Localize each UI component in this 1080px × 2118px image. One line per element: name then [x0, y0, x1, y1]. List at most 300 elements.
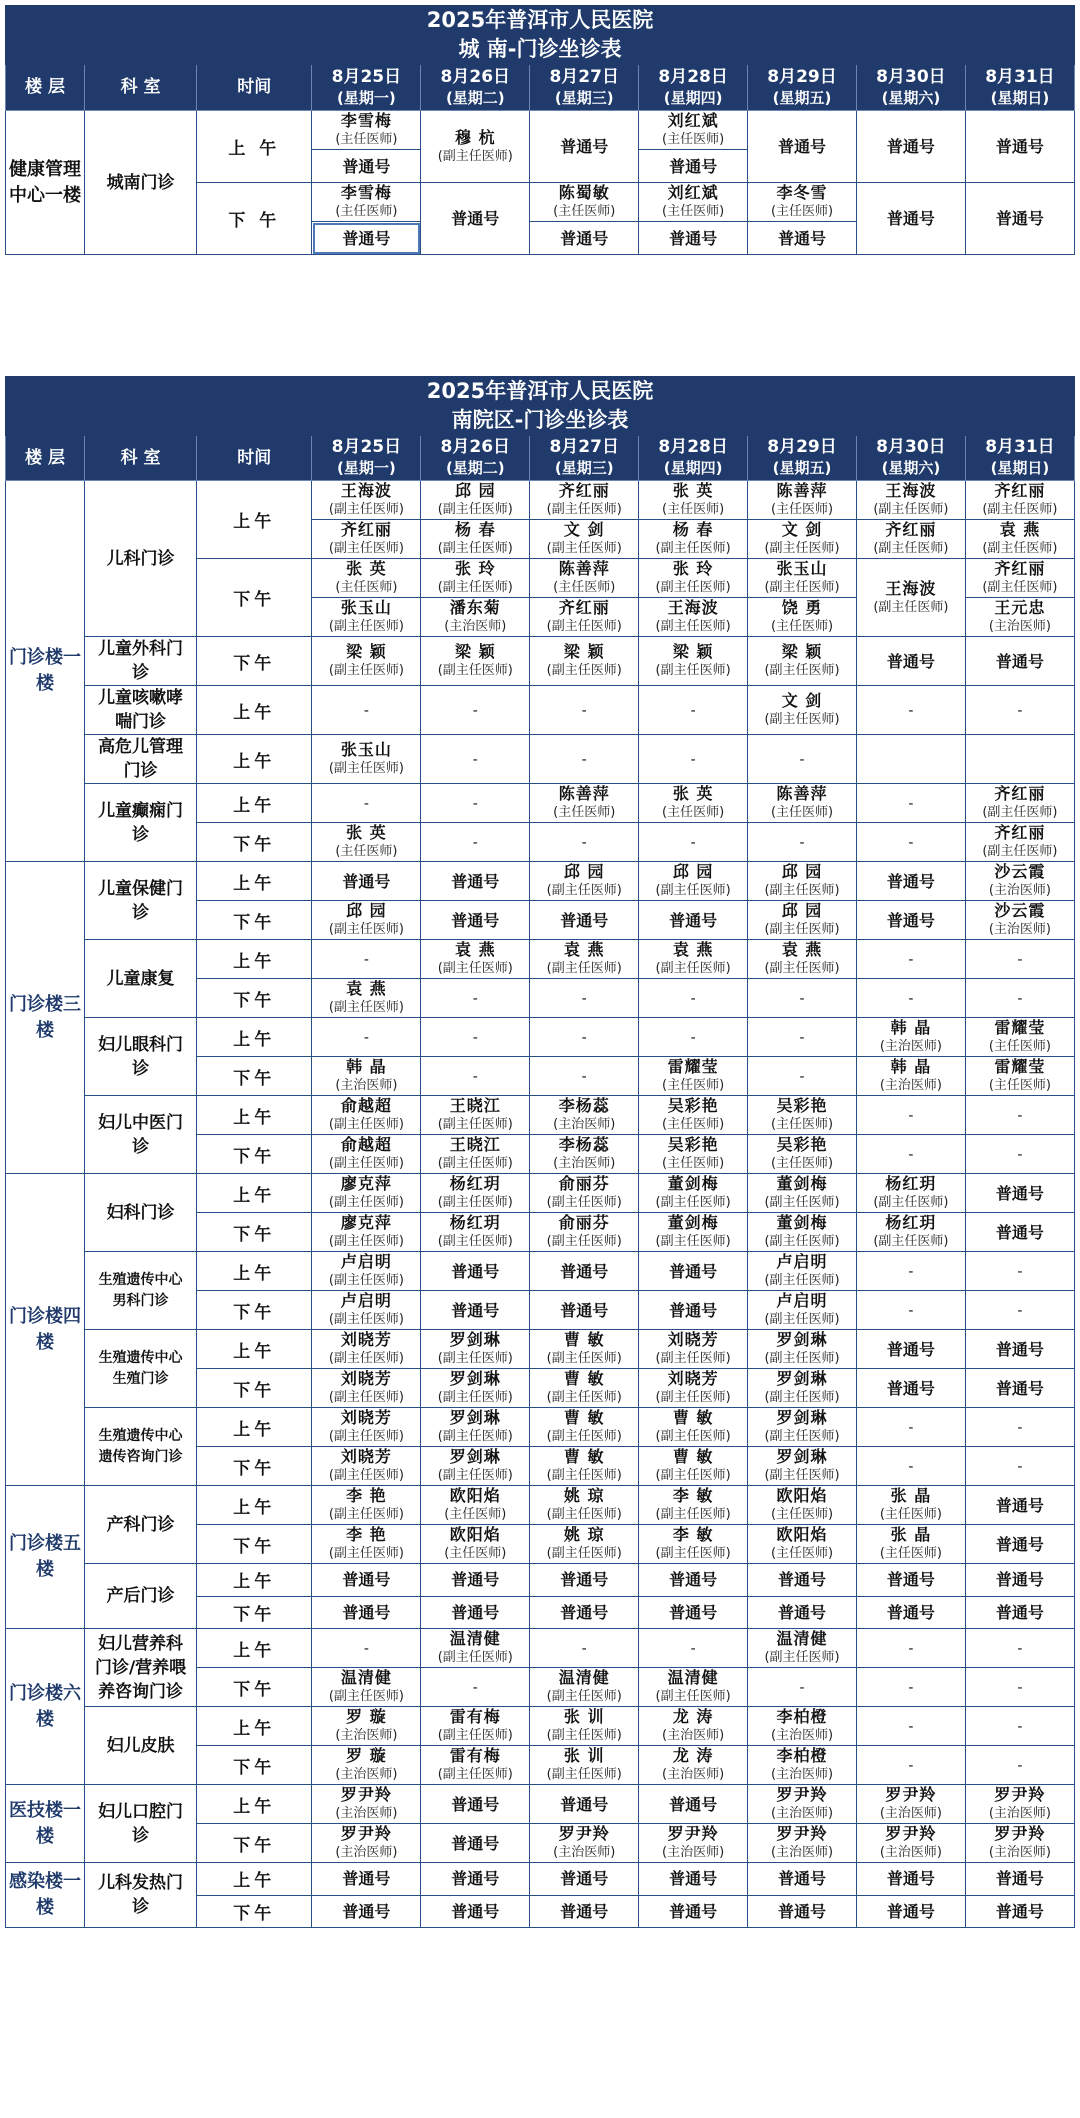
general-registration: 普通号 — [886, 1570, 935, 1590]
department-name: 儿科发热门诊 — [85, 1863, 197, 1928]
doctor-title: (副主任医师) — [546, 1546, 622, 1561]
empty-slot: - — [472, 751, 478, 768]
schedule-cell — [530, 1018, 639, 1057]
empty-slot: - — [1017, 990, 1023, 1007]
doctor-title: (主治医师) — [553, 1117, 616, 1132]
schedule-cell — [748, 1824, 857, 1863]
empty-slot: - — [1017, 1419, 1023, 1436]
doctor-name: 卢启明 — [340, 1291, 392, 1310]
schedule-cell — [530, 862, 639, 901]
general-registration: 普通号 — [778, 228, 827, 248]
schedule-cell — [312, 150, 421, 183]
general-registration: 普通号 — [342, 1570, 391, 1590]
schedule-cell — [639, 183, 748, 222]
doctor-name: 杨红玥 — [885, 1174, 937, 1193]
department-name: 生殖遗传中心生殖门诊 — [85, 1330, 197, 1408]
doctor-title: (副主任医师) — [437, 148, 513, 164]
schedule-cell — [965, 1629, 1074, 1668]
general-registration: 普通号 — [451, 871, 500, 891]
doctor-name: 陈善萍 — [558, 784, 610, 803]
schedule-cell — [421, 1447, 530, 1486]
doctor-title: (主任医师) — [662, 132, 725, 147]
empty-slot: - — [1017, 1263, 1023, 1280]
general-registration: 普通号 — [886, 1378, 935, 1398]
schedule-cell — [965, 1291, 1074, 1330]
doctor-name: 罗剑琳 — [776, 1330, 828, 1349]
general-registration: 普通号 — [995, 1495, 1044, 1515]
weekday-label: (星期五) — [772, 459, 832, 477]
doctor-title: (副主任医师) — [328, 1156, 404, 1171]
schedule-cell — [639, 637, 748, 686]
doctor-name: 曹 敏 — [563, 1330, 605, 1349]
doctor-title: (副主任医师) — [764, 580, 840, 595]
doctor-title: (副主任医师) — [982, 844, 1058, 859]
doctor-title: (副主任医师) — [764, 1650, 840, 1665]
schedule-cell — [421, 1096, 530, 1135]
doctor-title: (主任医师) — [335, 132, 398, 147]
schedule-cell — [856, 559, 965, 637]
schedule-cell — [530, 1213, 639, 1252]
doctor-name: 李 艳 — [346, 1525, 387, 1544]
empty-slot: - — [1017, 951, 1023, 968]
doctor-name: 俞越超 — [340, 1096, 392, 1115]
department-name: 儿科门诊 — [85, 481, 197, 637]
weekday-label: (星期一) — [337, 459, 396, 477]
doctor-name: 李柏橙 — [776, 1707, 828, 1726]
schedule-row — [6, 1252, 1075, 1291]
schedule-cell — [965, 1824, 1074, 1863]
schedule-table — [5, 5, 1075, 255]
schedule-cell — [965, 1213, 1074, 1252]
doctor-name: 罗剑琳 — [449, 1369, 501, 1388]
general-registration: 普通号 — [995, 137, 1044, 156]
doctor-title: (副主任医师) — [764, 663, 840, 678]
schedule-cell — [421, 735, 530, 784]
doctor-title: (副主任医师) — [328, 502, 404, 517]
doctor-name: 吴彩艳 — [667, 1135, 719, 1154]
schedule-cell — [530, 1096, 639, 1135]
department-name: 儿童保健门诊 — [85, 862, 197, 940]
schedule-cell — [639, 1746, 748, 1785]
general-registration: 普通号 — [669, 910, 718, 930]
doctor-name: 李冬雪 — [776, 183, 828, 202]
schedule-cell — [530, 222, 639, 255]
schedule-cell — [312, 1447, 421, 1486]
doctor-name: 齐红丽 — [994, 481, 1046, 500]
schedule-cell — [639, 1096, 748, 1135]
session-label: 上午 — [197, 735, 312, 784]
doctor-title: (副主任医师) — [328, 1390, 404, 1405]
schedule-cell — [748, 862, 857, 901]
schedule-cell — [312, 1252, 421, 1291]
empty-slot: - — [581, 990, 587, 1007]
doctor-title: (副主任医师) — [437, 1650, 513, 1665]
schedule-cell — [421, 183, 530, 255]
schedule-cell — [748, 735, 857, 784]
date-label: 8月31日 — [985, 66, 1055, 87]
doctor-title: (副主任医师) — [546, 1767, 622, 1782]
general-registration: 普通号 — [886, 1339, 935, 1359]
doctor-name: 梁 颖 — [455, 642, 496, 661]
floor-label: 门诊楼五楼 — [6, 1486, 85, 1629]
schedule-cell — [421, 637, 530, 686]
doctor-title: (副主任医师) — [873, 1195, 949, 1210]
schedule-cell — [530, 979, 639, 1018]
doctor-name: 罗剑琳 — [776, 1369, 828, 1388]
schedule-cell — [639, 1447, 748, 1486]
doctor-title: (主任医师) — [988, 1039, 1052, 1054]
session-label: 上午 — [197, 1486, 312, 1525]
doctor-title: (副主任医师) — [764, 712, 840, 727]
schedule-cell — [421, 686, 530, 735]
doctor-name: 文 剑 — [781, 691, 823, 710]
schedule-cell — [748, 1213, 857, 1252]
doctor-name: 刘晓芳 — [340, 1369, 392, 1388]
schedule-cell — [312, 686, 421, 735]
doctor-title: (副主任医师) — [764, 883, 840, 898]
general-registration: 普通号 — [342, 156, 391, 176]
schedule-cell — [856, 1408, 965, 1447]
general-registration: 普通号 — [778, 1901, 827, 1921]
session-label: 下 午 — [197, 183, 312, 255]
schedule-cell — [856, 1135, 965, 1174]
schedule-cell — [856, 1525, 965, 1564]
doctor-name: 雷有梅 — [449, 1746, 501, 1765]
schedule-cell — [530, 1291, 639, 1330]
doctor-title: (主治医师) — [770, 1767, 834, 1782]
floor-label: 门诊楼六楼 — [6, 1629, 85, 1785]
schedule-cell — [530, 1174, 639, 1213]
schedule-cell — [530, 1824, 639, 1863]
schedule-cell — [421, 1057, 530, 1096]
doctor-title: (副主任医师) — [546, 1689, 622, 1704]
schedule-cell — [639, 1707, 748, 1746]
doctor-name: 董剑梅 — [667, 1174, 719, 1193]
schedule-row — [6, 862, 1075, 901]
schedule-cell — [312, 940, 421, 979]
doctor-title: (副主任医师) — [437, 1117, 513, 1132]
doctor-name: 罗 璇 — [346, 1746, 387, 1765]
doctor-title: (主治医师) — [988, 1806, 1052, 1821]
department-name: 妇儿皮肤 — [85, 1707, 197, 1785]
schedule-cell — [530, 1707, 639, 1746]
department-name: 城南门诊 — [85, 111, 197, 255]
department-name: 产后门诊 — [85, 1564, 197, 1629]
hospital-name: 2025年普洱市人民医院 — [426, 379, 654, 403]
empty-slot: - — [908, 951, 914, 968]
doctor-name: 刘晓芳 — [340, 1330, 392, 1349]
schedule-cell — [312, 979, 421, 1018]
doctor-name: 欧阳焰 — [776, 1525, 828, 1544]
schedule-cell — [421, 1525, 530, 1564]
date-header — [965, 65, 1074, 111]
doctor-name: 雷耀莹 — [994, 1057, 1046, 1076]
schedule-cell — [639, 1785, 748, 1824]
doctor-name: 温清健 — [667, 1668, 719, 1687]
schedule-cell — [748, 1596, 857, 1629]
date-header — [639, 436, 748, 481]
session-label: 下午 — [197, 1213, 312, 1252]
schedule-cell — [312, 1330, 421, 1369]
session-label: 上午 — [197, 784, 312, 823]
schedule-cell — [639, 1486, 748, 1525]
general-registration: 普通号 — [995, 1570, 1044, 1590]
schedule-cell — [748, 901, 857, 940]
schedule-cell — [530, 686, 639, 735]
general-registration: 普通号 — [995, 1183, 1044, 1203]
schedule-row — [6, 1629, 1075, 1668]
doctor-title: (副主任医师) — [437, 1351, 513, 1366]
schedule-cell — [748, 598, 857, 637]
doctor-title: (副主任医师) — [546, 883, 622, 898]
doctor-name: 张 训 — [563, 1707, 605, 1726]
schedule-cell — [312, 637, 421, 686]
weekday-label: (星期六) — [881, 88, 941, 107]
table-title — [6, 377, 1075, 436]
empty-slot: - — [581, 834, 587, 851]
empty-slot: - — [1017, 702, 1023, 719]
session-label: 下午 — [197, 979, 312, 1018]
empty-slot: - — [472, 1068, 478, 1085]
general-registration: 普通号 — [995, 1534, 1044, 1554]
doctor-name: 李雪梅 — [340, 183, 392, 202]
doctor-title: (主任医师) — [662, 1117, 725, 1132]
doctor-title: (主治医师) — [988, 922, 1052, 937]
doctor-name: 姚 琼 — [563, 1525, 605, 1544]
schedule-row — [6, 686, 1075, 735]
schedule-cell — [965, 1863, 1074, 1896]
doctor-name: 刘晓芳 — [667, 1369, 719, 1388]
doctor-name: 罗尹羚 — [776, 1785, 828, 1804]
doctor-name: 文 剑 — [781, 520, 823, 539]
schedule-cell — [421, 1408, 530, 1447]
doctor-title: (副主任医师) — [437, 502, 513, 517]
doctor-title: (主治医师) — [879, 1845, 942, 1860]
department-name: 妇儿营养科门诊/营养喂养咨询门诊 — [85, 1629, 197, 1707]
doctor-title: (副主任医师) — [437, 1195, 513, 1210]
schedule-cell — [748, 1668, 857, 1707]
schedule-cell — [639, 598, 748, 637]
schedule-cell — [530, 1785, 639, 1824]
weekday-label: (星期三) — [554, 459, 614, 477]
schedule-cell — [530, 1486, 639, 1525]
schedule-cell — [856, 979, 965, 1018]
schedule-cell — [530, 520, 639, 559]
doctor-name: 罗尹羚 — [667, 1824, 719, 1843]
schedule-cell — [748, 979, 857, 1018]
schedule-cell — [639, 222, 748, 255]
general-registration: 普通号 — [342, 1901, 391, 1921]
general-registration: 普通号 — [560, 1261, 609, 1281]
schedule-cell — [312, 1863, 421, 1896]
date-label: 8月30日 — [876, 66, 946, 87]
doctor-title: (主任医师) — [662, 1078, 725, 1093]
general-registration: 普通号 — [995, 651, 1044, 671]
schedule-cell — [530, 1863, 639, 1896]
general-registration: 普通号 — [560, 228, 609, 248]
dept-header: 科 室 — [85, 436, 197, 481]
table-title-row — [6, 6, 1075, 65]
doctor-title: (副主任医师) — [546, 1468, 622, 1483]
doctor-name: 欧阳焰 — [449, 1486, 501, 1505]
session-label: 上午 — [197, 862, 312, 901]
schedule-cell — [312, 823, 421, 862]
schedule-cell — [748, 520, 857, 559]
doctor-name: 李柏橙 — [776, 1746, 828, 1765]
session-label: 下午 — [197, 1135, 312, 1174]
schedule-cell — [965, 686, 1074, 735]
general-registration: 普通号 — [560, 1869, 609, 1889]
floor-label: 门诊楼一楼 — [6, 481, 85, 862]
schedule-row — [6, 735, 1075, 784]
schedule-cell — [748, 1863, 857, 1896]
schedule-cell — [856, 1895, 965, 1928]
doctor-title: (副主任医师) — [764, 1351, 840, 1366]
general-registration: 普通号 — [669, 1869, 718, 1889]
doctor-name: 张 晶 — [890, 1486, 932, 1505]
floor-header: 楼 层 — [6, 436, 85, 481]
empty-slot: - — [363, 1640, 369, 1657]
doctor-title: (副主任医师) — [437, 541, 513, 556]
schedule-cell — [965, 1447, 1074, 1486]
doctor-title: (主治医师) — [335, 1845, 398, 1860]
schedule-name: 城 南-门诊坐诊表 — [458, 37, 622, 61]
empty-slot: - — [1017, 1757, 1023, 1774]
schedule-cell — [965, 823, 1074, 862]
doctor-title: (副主任医师) — [437, 1234, 513, 1249]
doctor-name: 温清健 — [449, 1629, 501, 1648]
schedule-cell — [312, 784, 421, 823]
schedule-cell — [748, 1564, 857, 1597]
schedule-cell — [856, 1596, 965, 1629]
schedule-row — [6, 1863, 1075, 1896]
doctor-title: (副主任医师) — [328, 1117, 404, 1132]
doctor-title: (副主任医师) — [764, 922, 840, 937]
schedule-cell — [421, 1486, 530, 1525]
session-label: 下午 — [197, 901, 312, 940]
date-header — [421, 65, 530, 111]
general-registration: 普通号 — [451, 1833, 500, 1853]
doctor-name: 袁 燕 — [999, 520, 1041, 539]
schedule-cell — [965, 1330, 1074, 1369]
general-registration: 普通号 — [995, 1901, 1044, 1921]
doctor-name: 张 晶 — [890, 1525, 932, 1544]
doctor-name: 张 玲 — [672, 559, 714, 578]
schedule-cell — [312, 1629, 421, 1668]
empty-slot: - — [363, 1029, 369, 1046]
general-registration: 普通号 — [451, 1300, 500, 1320]
doctor-title: (副主任医师) — [546, 1390, 622, 1405]
schedule-cell — [965, 598, 1074, 637]
doctor-name: 姚 琼 — [563, 1486, 605, 1505]
schedule-cell — [856, 1174, 965, 1213]
schedule-cell — [965, 1895, 1074, 1928]
schedule-cell — [856, 940, 965, 979]
doctor-title: (主任医师) — [770, 204, 834, 219]
schedule-cell — [856, 1096, 965, 1135]
schedule-cell — [856, 111, 965, 183]
general-registration: 普通号 — [451, 209, 500, 228]
session-label: 上午 — [197, 1018, 312, 1057]
schedule-cell — [421, 1252, 530, 1291]
schedule-cell — [530, 823, 639, 862]
doctor-title: (副主任医师) — [655, 1468, 731, 1483]
schedule-cell — [856, 1291, 965, 1330]
doctor-name: 俞越超 — [340, 1135, 392, 1154]
schedule-cell — [639, 784, 748, 823]
empty-slot: - — [581, 1640, 587, 1657]
general-registration: 普通号 — [342, 871, 391, 891]
weekday-label: (星期一) — [337, 88, 396, 107]
schedule-cell — [639, 559, 748, 598]
date-label: 8月25日 — [331, 437, 402, 457]
doctor-name: 罗尹羚 — [994, 1824, 1046, 1843]
doctor-title: (副主任医师) — [328, 1429, 404, 1444]
schedule-cell — [421, 979, 530, 1018]
general-registration: 普通号 — [886, 651, 935, 671]
doctor-title: (主任医师) — [662, 502, 725, 517]
schedule-cell — [856, 1018, 965, 1057]
session-label: 下午 — [197, 1668, 312, 1707]
schedule-cell — [312, 598, 421, 637]
schedule-cell — [748, 1330, 857, 1369]
doctor-name: 王晓江 — [449, 1096, 501, 1115]
session-label: 上午 — [197, 1564, 312, 1597]
doctor-title: (副主任医师) — [655, 1390, 731, 1405]
date-header — [530, 65, 639, 111]
doctor-name: 王海波 — [885, 481, 937, 500]
doctor-name: 曹 敏 — [672, 1447, 714, 1466]
session-label: 上午 — [197, 1174, 312, 1213]
time-header: 时间 — [197, 65, 312, 111]
doctor-title: (主治医师) — [879, 1039, 942, 1054]
schedule-cell — [965, 1018, 1074, 1057]
doctor-title: (副主任医师) — [764, 1390, 840, 1405]
doctor-name: 齐红丽 — [558, 481, 610, 500]
schedule-cell — [639, 1252, 748, 1291]
doctor-title: (副主任医师) — [328, 1234, 404, 1249]
empty-slot: - — [581, 702, 587, 719]
schedule-cell — [530, 183, 639, 222]
doctor-name: 罗尹羚 — [885, 1785, 937, 1804]
session-label: 下午 — [197, 1057, 312, 1096]
empty-slot: - — [363, 795, 369, 812]
session-label: 下午 — [197, 823, 312, 862]
schedule-cell — [856, 1746, 965, 1785]
doctor-title: (副主任医师) — [328, 922, 404, 937]
doctor-title: (副主任医师) — [655, 663, 731, 678]
doctor-name: 罗尹羚 — [558, 1824, 610, 1843]
doctor-title: (副主任医师) — [655, 1429, 731, 1444]
schedule-cell — [312, 1096, 421, 1135]
schedule-cell — [748, 1486, 857, 1525]
schedule-cell — [530, 1408, 639, 1447]
general-registration: 普通号 — [669, 1570, 718, 1590]
doctor-name: 刘晓芳 — [667, 1330, 719, 1349]
schedule-cell — [965, 901, 1074, 940]
empty-slot: - — [799, 1068, 805, 1085]
schedule-cell — [965, 111, 1074, 183]
general-registration: 普通号 — [451, 1602, 500, 1622]
general-registration: 普通号 — [560, 1901, 609, 1921]
doctor-name: 邱 园 — [781, 862, 823, 881]
doctor-title: (副主任医师) — [328, 1195, 404, 1210]
floor-label: 门诊楼三楼 — [6, 862, 85, 1174]
doctor-name: 曹 敏 — [563, 1447, 605, 1466]
session-label: 上午 — [197, 1408, 312, 1447]
empty-slot: - — [1017, 1302, 1023, 1319]
general-registration: 普通号 — [669, 1300, 718, 1320]
